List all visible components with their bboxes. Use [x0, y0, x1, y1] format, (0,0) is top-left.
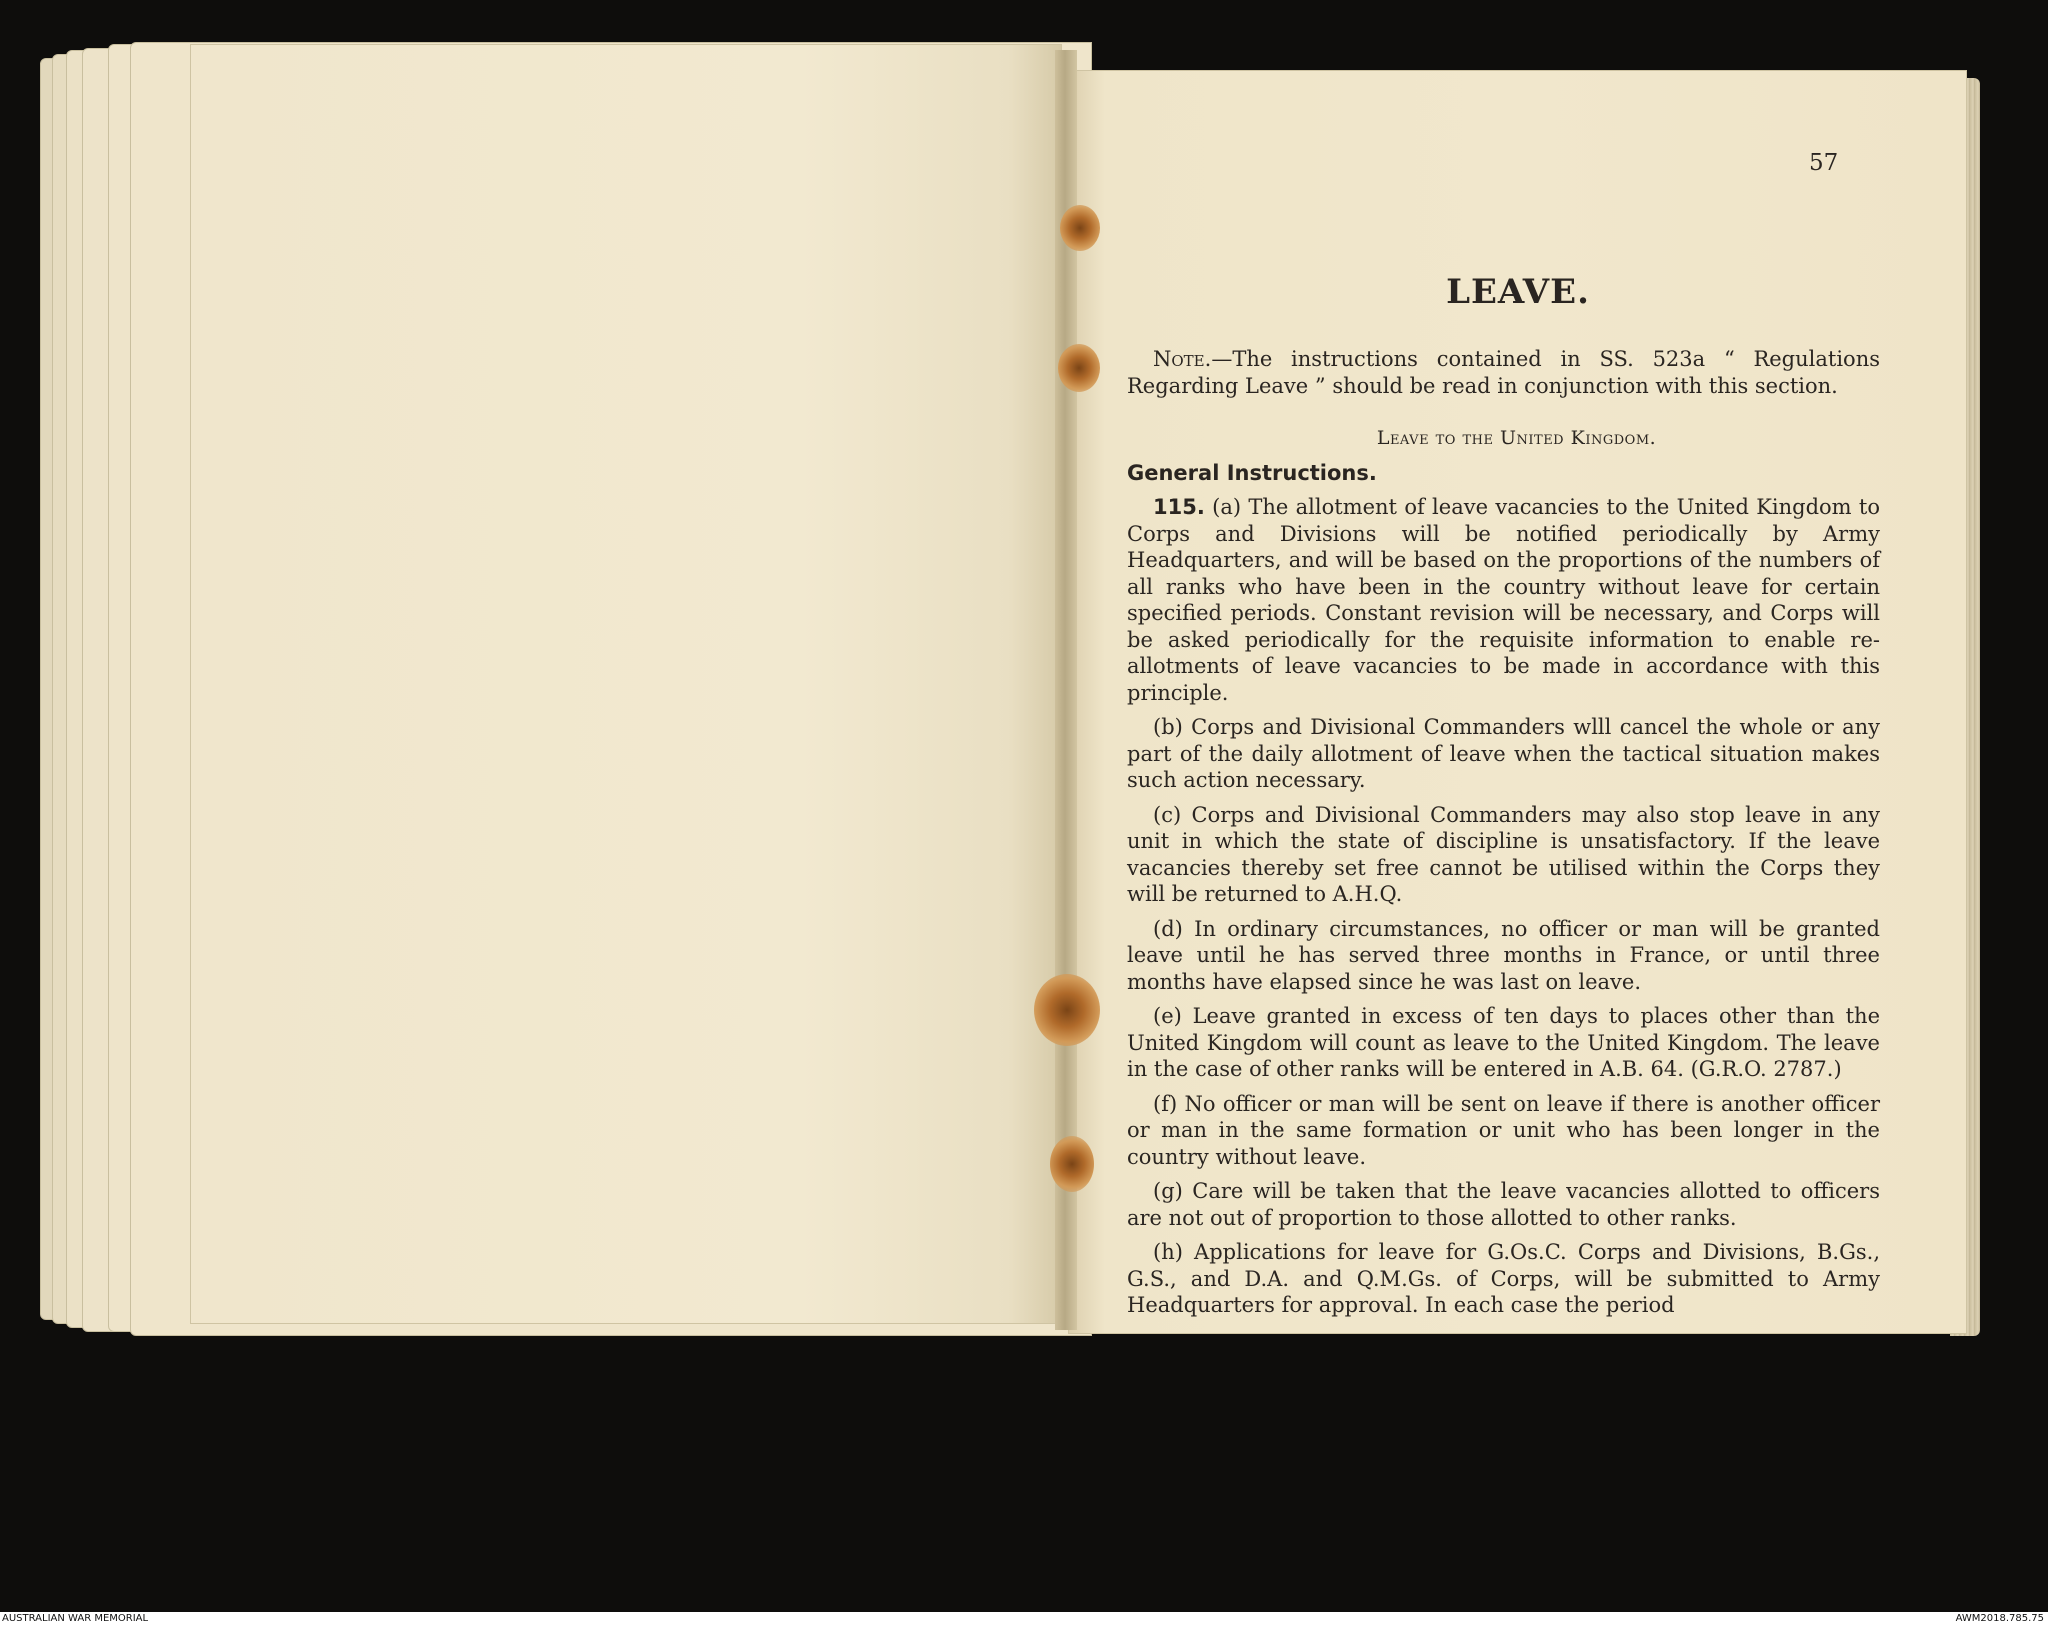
archive-footer: [0, 1612, 2048, 1626]
footer-catalogue-id: AWM2018.785.75: [1955, 1613, 2044, 1624]
paragraph-number: 115.: [1153, 495, 1205, 519]
paragraph-b: (b) Corps and Divisional Commanders wlll cancel the whole or any part of the daily allotment of leave when the tactical situation makes such action necessary.: [1127, 715, 1880, 792]
general-instructions-heading: General Instructions.: [1127, 460, 1377, 485]
note-label: Note.: [1153, 347, 1212, 371]
page-body: [1127, 346, 1880, 1327]
note-paragraph: [1127, 346, 1880, 399]
paragraph-h: (h) Applications for leave for G.Os.C. Corps and Divisions, B.Gs., G.S., and D.A. and Q.M.Gs. of Corps, will be submitted to Army Headquarters for approval. In each case the period: [1127, 1240, 1880, 1317]
paragraph-a-text: (a) The allotment of leave vacancies to the United Kingdom to Corps and Divisions will be notified periodically by Army Headquarters, and will be based on the proportions of the numbers of all ranks who have been in the country without leave for certain specified periods. Constant revision will be necessary, and Corps will be asked periodically for the requisite information to enable re-allotments of leave vacancies to be made in accordance with this principle.: [1127, 495, 1880, 705]
staple-mark: [1058, 344, 1100, 392]
paragraph-c: (c) Corps and Divisional Commanders may also stop leave in any unit in which the state of discipline is unsatisfactory. If the leave vacancies thereby set free cannot be utilised within the Corps they will be returned to A.H.Q.: [1127, 802, 1880, 906]
page-number: 57: [1809, 150, 1839, 176]
section-title: LEAVE.: [1446, 272, 1590, 312]
subheading: Leave to the United Kingdom.: [1376, 427, 1657, 449]
staple-mark: [1060, 205, 1100, 251]
staple-mark: [1034, 974, 1100, 1046]
paragraph-d: (d) In ordinary circumstances, no officer or man will be granted leave until he has served three months in France, or until three months have elapsed since he was last on leave.: [1127, 916, 1880, 994]
paragraph-f: (f) No officer or man will be sent on leave if there is another officer or man in the same formation or unit who has been longer in the country without leave.: [1127, 1091, 1880, 1169]
paragraph-g: (g) Care will be taken that the leave vacancies allotted to officers are not out of proportion to those allotted to other ranks.: [1127, 1179, 1880, 1230]
staple-mark: [1050, 1136, 1094, 1192]
paragraph-a: [1127, 494, 1880, 706]
note-text: —The instructions contained in SS. 523a “ Regulations Regarding Leave ” should be read in conjunction with this section.: [1127, 347, 1880, 398]
left-page-blank: [190, 44, 1062, 1324]
footer-institution: AUSTRALIAN WAR MEMORIAL: [2, 1613, 149, 1624]
paragraph-e: (e) Leave granted in excess of ten days to places other than the United Kingdom will count as leave to the United Kingdom. The leave in the case of other ranks will be entered in A.B. 64. (G.R.O. 2787.): [1127, 1004, 1880, 1081]
